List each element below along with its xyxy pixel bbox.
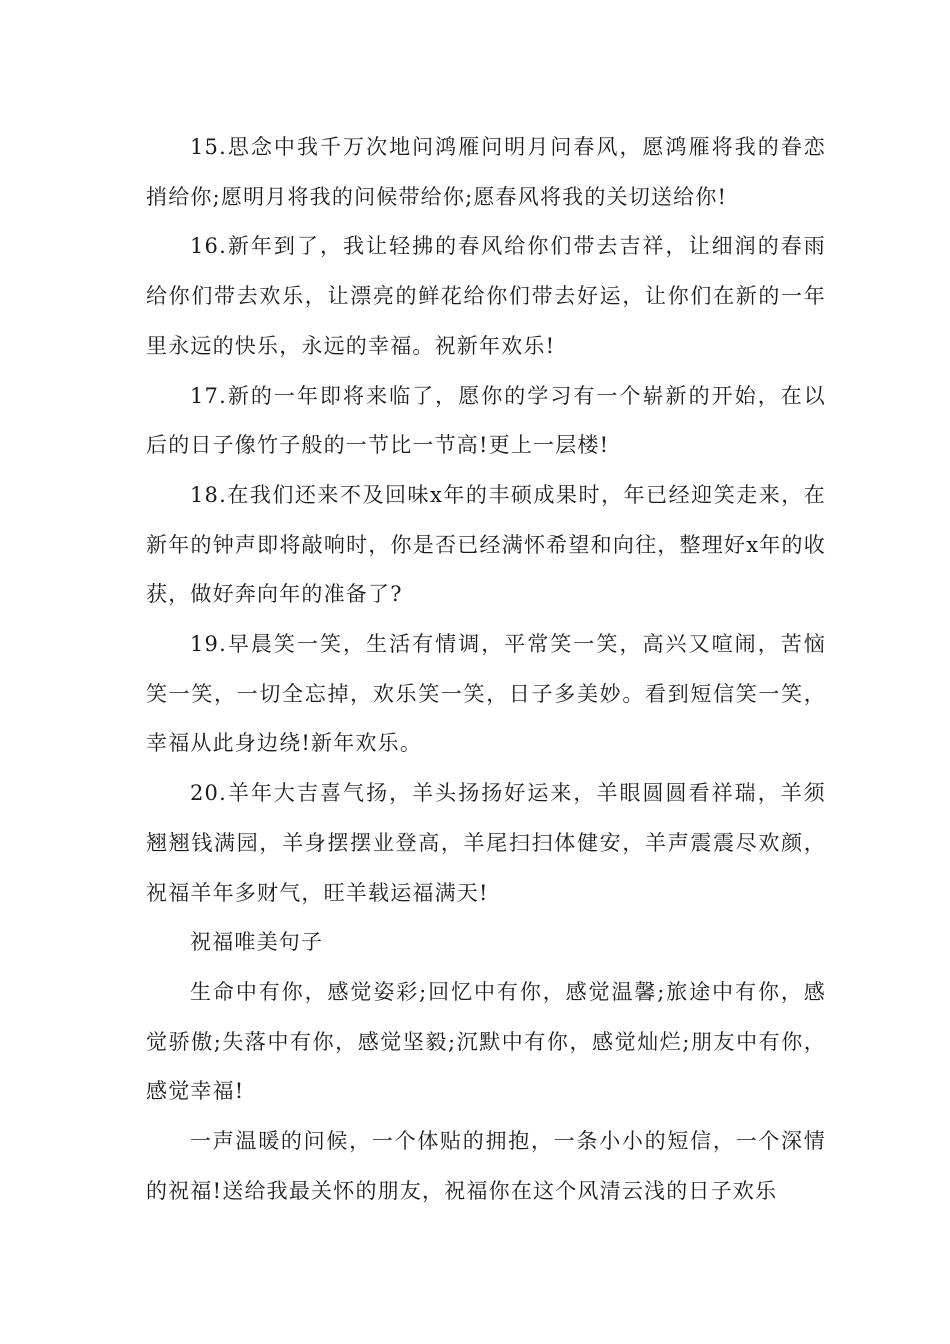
paragraph-15: 15.思念中我千万次地问鸿雁问明月问春风，愿鸿雁将我的眷恋捎给你;愿明月将我的问候带给你;愿春风将我的关切送给你! bbox=[146, 135, 826, 209]
paragraph-19: 19.早晨笑一笑，生活有情调，平常笑一笑，高兴又喧闹，苦恼笑一笑，一切全忘掉，欢乐笑一笑，日子多美妙。看到短信笑一笑，幸福从此身边绕!新年欢乐。 bbox=[146, 632, 826, 756]
paragraph-18: 18.在我们还来不及回味x年的丰硕成果时，年已经迎笑走来，在新年的钟声即将敲响时，你是否已经满怀希望和向往，整理好x年的收获，做好奔向年的准备了? bbox=[146, 482, 826, 607]
section-heading: 祝福唯美句子 bbox=[190, 930, 324, 955]
paragraph-16: 16.新年到了，我让轻拂的春风给你们带去吉祥，让细润的春雨给你们带去欢乐，让漂亮的鲜花给你们带去好运，让你们在新的一年里永远的快乐，永远的幸福。祝新年欢乐! bbox=[146, 234, 826, 358]
section-paragraph-2: 一声温暖的问候，一个体贴的拥抱，一条小小的短信，一个深情的祝福!送给我最关怀的朋友，祝福你在这个风清云浅的日子欢乐 bbox=[146, 1129, 826, 1203]
paragraph-17: 17.新的一年即将来临了，愿你的学习有一个崭新的开始，在以后的日子像竹子般的一节比一节高!更上一层楼! bbox=[146, 383, 826, 458]
paragraph-20: 20.羊年大吉喜气扬，羊头扬扬好运来，羊眼圆圆看祥瑞，羊须翘翘钱满园，羊身摆摆业登高，羊尾扫扫体健安，羊声震震尽欢颜，祝福羊年多财气，旺羊载运福满天! bbox=[146, 781, 826, 905]
section-paragraph-1: 生命中有你，感觉姿彩;回忆中有你，感觉温馨;旅途中有你，感觉骄傲;失落中有你，感觉坚毅;沉默中有你，感觉灿烂;朋友中有你，感觉幸福! bbox=[146, 979, 826, 1104]
document-body bbox=[146, 123, 826, 1216]
